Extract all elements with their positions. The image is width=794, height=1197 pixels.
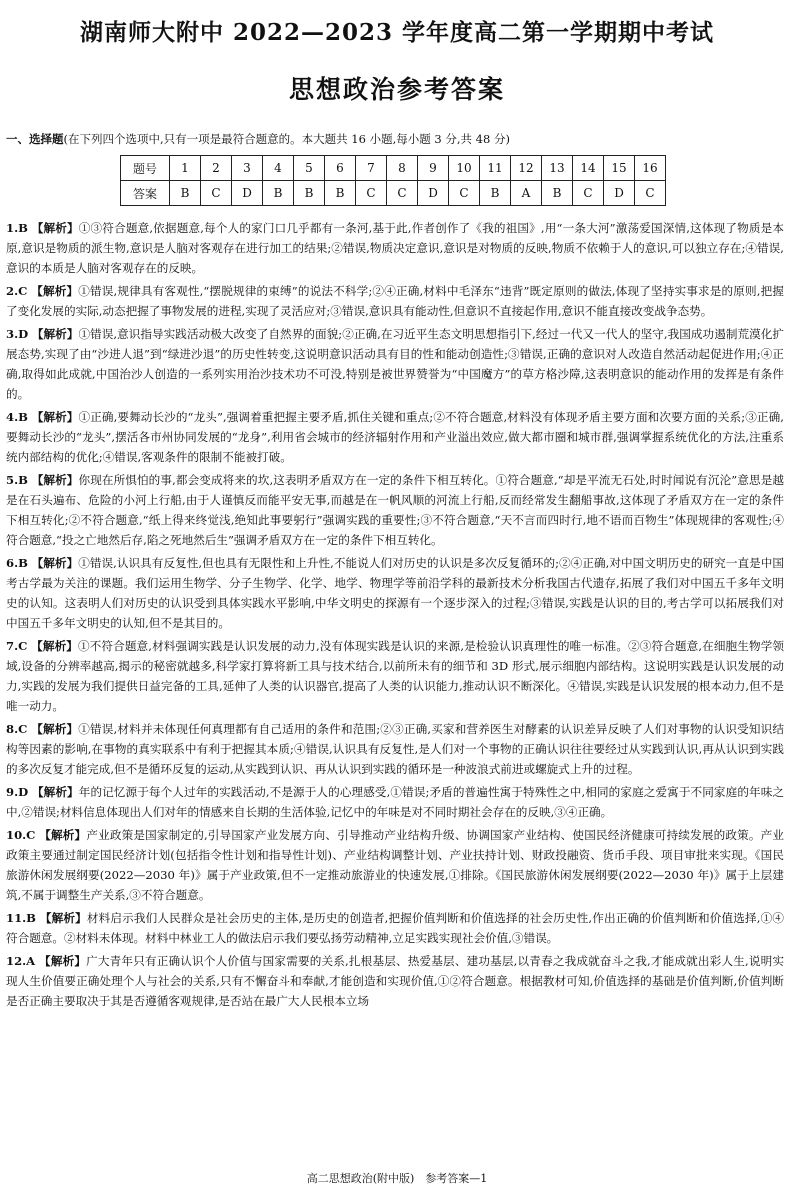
question-number-cell: 1: [170, 156, 201, 181]
analysis-tag: 【解析】: [39, 828, 87, 842]
page-title: 湖南师大附中 2022—2023 学年度高二第一学期期中考试: [79, 19, 715, 46]
question-number-cell: 11: [480, 156, 511, 181]
answer-table-row-label: 答案: [121, 181, 170, 206]
explanation-text: 产业政策是国家制定的,引导国家产业发展方向、引导推动产业结构升级、协调国家产业结构、使国民经济健康可持续发展的政策。产业政策主要通过制定国民经济计划(包括指令性计划和指导性计划)、产业结构调整计划、产业扶持计划、财政投融资、货币手段、项目审批来实现。《国民旅游休闲发展纲要(2022—2030 年)》属于产业政策,但不一定推动旅游业的快速发展,①排除。《国民旅游休闲发展纲要(2022—2030 年)》属于上层建筑,不属于调整生产关系,③不符合题意。: [6, 828, 784, 902]
answer-cell: B: [170, 181, 201, 206]
question-number-cell: 5: [294, 156, 325, 181]
analysis-tag: 【解析】: [31, 556, 79, 570]
question-number-cell: 6: [325, 156, 356, 181]
explanation-item: [6, 324, 784, 404]
question-answer-label: 3.D: [6, 327, 29, 341]
explanation-item: [6, 407, 784, 467]
question-number-cell: 9: [418, 156, 449, 181]
explanation-text: 你现在所惧怕的事,都会变成将来的坎,这表明矛盾双方在一定的条件下相互转化。①符合题意,“却是平流无石处,时时闻说有沉沦”意思是越是在石头遍布、危险的小河上行船,由于人谨慎反而能平安无事,而越是在一帆风顺的河流上行船,反而经常发生翻船事故,这体现了矛盾双方在一定的条件下相互转化;②不符合题意,“纸上得来终觉浅,绝知此事要躬行”强调实践的重要性;③不符合题意,“天不言而四时行,地不语而百物生”体现规律的客观性;④符合题意,“投之亡地然后存,陷之死地然后生”强调矛盾双方在一定的条件下相互转化。: [6, 473, 784, 547]
answer-cell: B: [325, 181, 356, 206]
question-answer-label: 10.C: [6, 828, 36, 842]
answer-table: [120, 155, 666, 206]
question-number-cell: 7: [356, 156, 387, 181]
analysis-tag: 【解析】: [31, 284, 79, 298]
analysis-tag: 【解析】: [31, 639, 78, 653]
answer-cell: C: [449, 181, 480, 206]
question-number-cell: 15: [604, 156, 635, 181]
explanation-item: [6, 553, 784, 633]
analysis-tag: 【解析】: [31, 410, 79, 424]
answer-cell: B: [263, 181, 294, 206]
explanation-text: ①不符合题意,材料强调实践是认识发展的动力,没有体现实践是认识的来源,是检验认识真理性的唯一标准。②③符合题意,在细胞生物学领域,设备的分辨率越高,揭示的秘密就越多,科学家打算将新工具与技术结合,以前所未有的细节和 3D 形式,展示细胞内部结构。这说明实践是认识发展的动力,实践的发展为我们提供日益完备的工具,延伸了人类的认识器官,提高了人类的认识能力,推动认识不断深化。④错误,实践是认识发展的根本动力,但不是唯一动力。: [6, 639, 784, 713]
explanation-text: ①错误,意识指导实践活动极大改变了自然界的面貌;②正确,在习近平生态文明思想指引下,经过一代又一代人的坚守,我国成功遏制荒漠化扩展态势,实现了由“沙进人退”到“绿进沙退”的历史性转变,这说明意识活动具有目的性和能动创造性;③错误,正确的意识对人改造自然活动起促进作用;④正确,取得如此成就,中国治沙人创造的一系列实用治沙技术功不可没,特别是被世界赞誉为“中国魔方”的草方格沙障,这表明意识的能动作用的发挥是有条件的。: [6, 327, 784, 401]
question-number-cell: 3: [232, 156, 263, 181]
question-number-cell: 10: [449, 156, 480, 181]
explanation-text: 广大青年只有正确认识个人价值与国家需要的关系,扎根基层、热爱基层、建功基层,以青春之我成就奋斗之我,才能成就出彩人生,说明实现人生价值要正确处理个人与社会的关系,只有不懈奋斗和奉献,才能创造和实现价值,①②符合题意。根据教材可知,价值选择的基础是价值判断,价值判断是否正确主要取决于其是否遵循客观规律,是否站在最广大人民根本立场: [6, 954, 784, 1008]
answer-cell: C: [573, 181, 604, 206]
explanation-item: [6, 719, 784, 779]
explanation-item: [6, 470, 784, 550]
explanation-text: 年的记忆源于每个人过年的实践活动,不是源于人的心理感受,①错误;矛盾的普遍性寓于特殊性之中,相同的家庭之爱寓于不同家庭的年味之中,②错误;材料信息体现出人们对年的情感来自长期的生活体验,记忆中的年味是对不同时期社会存在的反映,③④正确。: [6, 785, 784, 819]
answer-table-answer-row: [121, 181, 666, 206]
answer-table-row-label: 题号: [121, 156, 170, 181]
question-number-cell: 12: [511, 156, 542, 181]
section-note: (在下列四个选项中,只有一项是最符合题意的。本大题共 16 小题,每小题 3 分,共 48 分): [63, 132, 510, 146]
question-answer-label: 8.C: [6, 722, 28, 736]
analysis-tag: 【解析】: [31, 221, 79, 235]
explanation-item: [6, 782, 784, 822]
question-answer-label: 7.C: [6, 639, 28, 653]
explanation-text: ①错误,认识具有反复性,但也具有无限性和上升性,不能说人们对历史的认识是多次反复循环的;②④正确,对中国文明历史的研究一直是中国考古学最为关注的课题。我们运用生物学、分子生物学、化学、地学、物理学等前沿学科的最新技术分析我国古代遗存,拓展了我们对中国五千多年文明史的认知。这表明人们对历史的认识受到具体实践水平影响,中华文明史的探源有一个逐步深入的过程;③错误,实践是认识的目的,考古学可以拓展我们对中国五千多年文明史的认知,但不是其目的。: [6, 556, 784, 630]
question-answer-label: 5.B: [6, 473, 28, 487]
question-number-cell: 4: [263, 156, 294, 181]
question-number-cell: 14: [573, 156, 604, 181]
answer-cell: B: [542, 181, 573, 206]
answer-cell: B: [294, 181, 325, 206]
answer-cell: C: [201, 181, 232, 206]
explanation-item: [6, 218, 784, 278]
answer-cell: A: [511, 181, 542, 206]
analysis-tag: 【解析】: [31, 722, 79, 736]
explanation-item: [6, 281, 784, 321]
explanation-text: 材料启示我们人民群众是社会历史的主体,是历史的创造者,把握价值判断和价值选择的社会历史性,作出正确的价值判断和价值选择,①④符合题意。②材料未体现。材料中林业工人的做法启示我们要弘扬劳动精神,立足实践实现社会价值,③错误。: [6, 911, 784, 945]
answer-cell: C: [387, 181, 418, 206]
question-answer-label: 11.B: [6, 911, 36, 925]
answer-cell: B: [480, 181, 511, 206]
analysis-tag: 【解析】: [31, 785, 79, 799]
question-answer-label: 6.B: [6, 556, 28, 570]
explanation-item: [6, 908, 784, 948]
explanation-item: [6, 825, 784, 905]
answer-cell: D: [418, 181, 449, 206]
answer-cell: C: [356, 181, 387, 206]
analysis-tag: 【解析】: [39, 911, 87, 925]
question-number-cell: 13: [542, 156, 573, 181]
answer-cell: D: [604, 181, 635, 206]
page-footer: 高二思想政治(附中版) 参考答案—1: [306, 1172, 488, 1185]
analysis-tag: 【解析】: [31, 473, 79, 487]
analysis-tag: 【解析】: [31, 327, 79, 341]
question-answer-label: 9.D: [6, 785, 29, 799]
answer-cell: C: [635, 181, 666, 206]
explanation-text: ①错误,材料并未体现任何真理都有自己适用的条件和范围;②③正确,买家和营养医生对酵素的认识差异反映了人们对事物的认识受知识结构等因素的影响,在事物的真实联系中有利于把握其本质;④错误,认识具有反复性,是人们对一个事物的正确认识往往要经过从实践到认识,再从认识到实践的多次反复才能完成,但不是循环反复的运动,从实践到认识、再从认识到实践的循环是一种波浪式前进或螺旋式上升的过程。: [6, 722, 784, 776]
question-answer-label: 2.C: [6, 284, 28, 298]
explanation-item: [6, 636, 784, 716]
explanation-item: [6, 951, 784, 1011]
answer-table-number-row: [121, 156, 666, 181]
question-answer-label: 1.B: [6, 221, 28, 235]
question-answer-label: 12.A: [6, 954, 36, 968]
explanation-text: ①③符合题意,依据题意,每个人的家门口几乎都有一条河,基于此,作者创作了《我的祖国》,用“一条大河”激荡爱国深情,这体现了物质是本原,意识是物质的派生物,意识是人脑对客观存在进行加工的结果;②错误,物质决定意识,意识是对物质的反映,物质不依赖于人的意识,可以独立存在;④错误,意识的本质是人脑对客观存在的反映。: [6, 221, 784, 275]
section-label: 一、选择题: [6, 132, 64, 146]
explanation-list: [6, 218, 784, 1014]
question-number-cell: 16: [635, 156, 666, 181]
section-heading: [6, 131, 510, 147]
analysis-tag: 【解析】: [39, 954, 87, 968]
explanation-text: ①错误,规律具有客观性,“摆脱规律的束缚”的说法不科学;②④正确,材料中毛泽东“违背”既定原则的做法,体现了坚持实事求是的原则,把握了变化发展的实际,动态把握了事物发展的进程,实现了灵活应对;③错误,意识具有能动性,但意识不直接起作用,意识不能直接改变战争态势。: [6, 284, 784, 318]
explanation-text: ①正确,要舞动长沙的“龙头”,强调着重把握主要矛盾,抓住关键和重点;②不符合题意,材料没有体现矛盾主要方面和次要方面的关系;③正确,要舞动长沙的“龙头”,摆活各市州协同发展的“龙身”,利用省会城市的经济辐射作用和产业溢出效应,做大都市圈和城市群,强调掌握系统优化的方法,注重系统内部结构的优化;④错误,客观条件的限制不能被打破。: [6, 410, 784, 464]
question-answer-label: 4.B: [6, 410, 28, 424]
question-number-cell: 2: [201, 156, 232, 181]
page-subtitle: 思想政治参考答案: [288, 75, 505, 104]
question-number-cell: 8: [387, 156, 418, 181]
answer-cell: D: [232, 181, 263, 206]
